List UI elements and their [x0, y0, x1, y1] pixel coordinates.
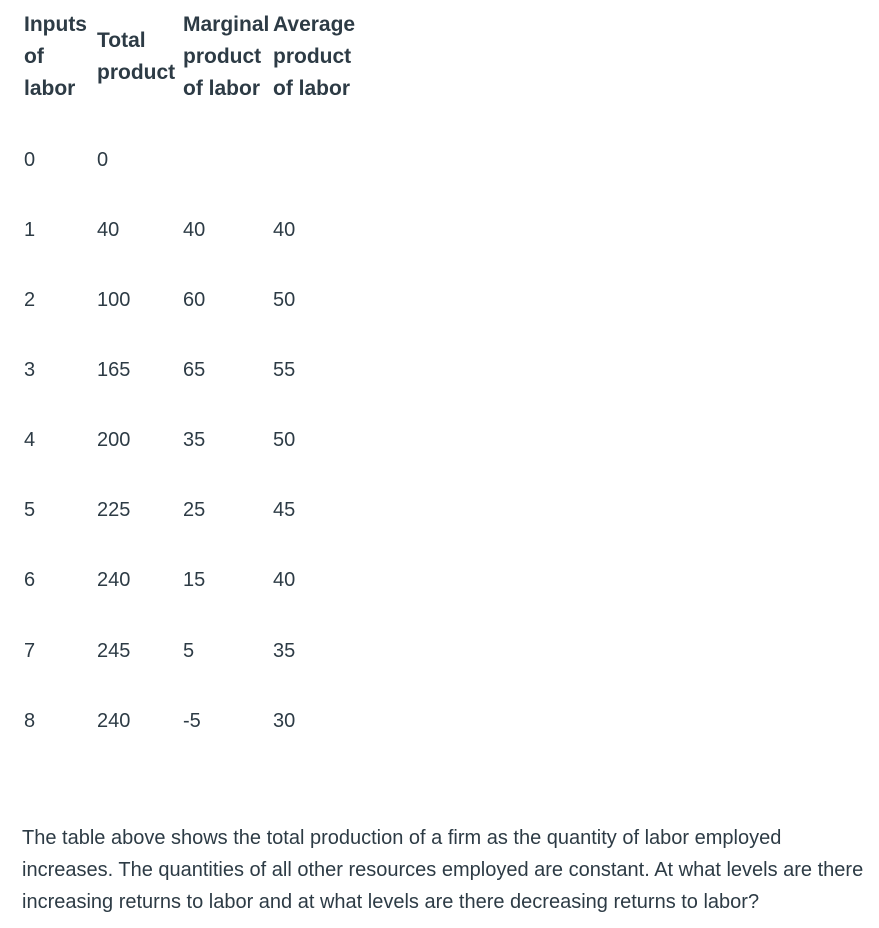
cell-labor: 3 — [24, 359, 36, 381]
cell-average-product: 40 — [273, 219, 296, 241]
header-line: product — [97, 61, 176, 84]
cell-marginal-product: 15 — [183, 569, 206, 591]
header-line: product — [273, 45, 352, 68]
cell-total-product: 40 — [97, 219, 120, 241]
cell-average-product: 40 — [273, 569, 296, 591]
cell-average-product: 30 — [273, 710, 296, 732]
cell-labor: 5 — [24, 499, 36, 521]
cell-labor: 8 — [24, 710, 36, 732]
cell-labor: 7 — [24, 640, 36, 662]
cell-marginal-product: 25 — [183, 499, 206, 521]
cell-labor: 2 — [24, 289, 36, 311]
header-line: Inputs — [24, 13, 87, 36]
cell-total-product: 225 — [97, 499, 131, 521]
header-total-product — [97, 25, 175, 89]
header-line: of — [24, 45, 44, 68]
cell-labor: 1 — [24, 219, 36, 241]
header-line: Total — [97, 29, 146, 52]
cell-labor: 0 — [24, 149, 36, 171]
cell-average-product: 55 — [273, 359, 296, 381]
cell-labor: 6 — [24, 569, 36, 591]
header-line: of labor — [183, 77, 260, 100]
cell-marginal-product: 35 — [183, 429, 206, 451]
cell-total-product: 0 — [97, 149, 109, 171]
cell-marginal-product: 65 — [183, 359, 206, 381]
cell-total-product: 240 — [97, 569, 131, 591]
cell-marginal-product: 5 — [183, 640, 195, 662]
header-line: of labor — [273, 77, 350, 100]
cell-marginal-product: -5 — [183, 710, 201, 732]
cell-total-product: 240 — [97, 710, 131, 732]
header-line: Average — [273, 13, 356, 36]
header-line: product — [183, 45, 262, 68]
cell-total-product: 200 — [97, 429, 131, 451]
cell-average-product: 35 — [273, 640, 296, 662]
cell-marginal-product: 60 — [183, 289, 206, 311]
cell-total-product: 165 — [97, 359, 131, 381]
cell-average-product: 50 — [273, 429, 296, 451]
header-marginal-product — [183, 9, 269, 105]
header-inputs-of-labor — [24, 9, 87, 105]
header-line: labor — [24, 77, 76, 100]
cell-labor: 4 — [24, 429, 36, 451]
cell-total-product: 100 — [97, 289, 131, 311]
question-text: The table above shows the total production of a firm as the quantity of labor employed increases. The quantities of all other resources employed are constant. At what levels are there increasing returns to labor and at what levels are there decreasing returns to labor? — [22, 827, 864, 913]
cell-average-product: 45 — [273, 499, 296, 521]
header-line: Marginal — [183, 13, 270, 36]
header-average-product — [273, 9, 355, 105]
cell-average-product: 50 — [273, 289, 296, 311]
cell-marginal-product: 40 — [183, 219, 206, 241]
cell-total-product: 245 — [97, 640, 131, 662]
